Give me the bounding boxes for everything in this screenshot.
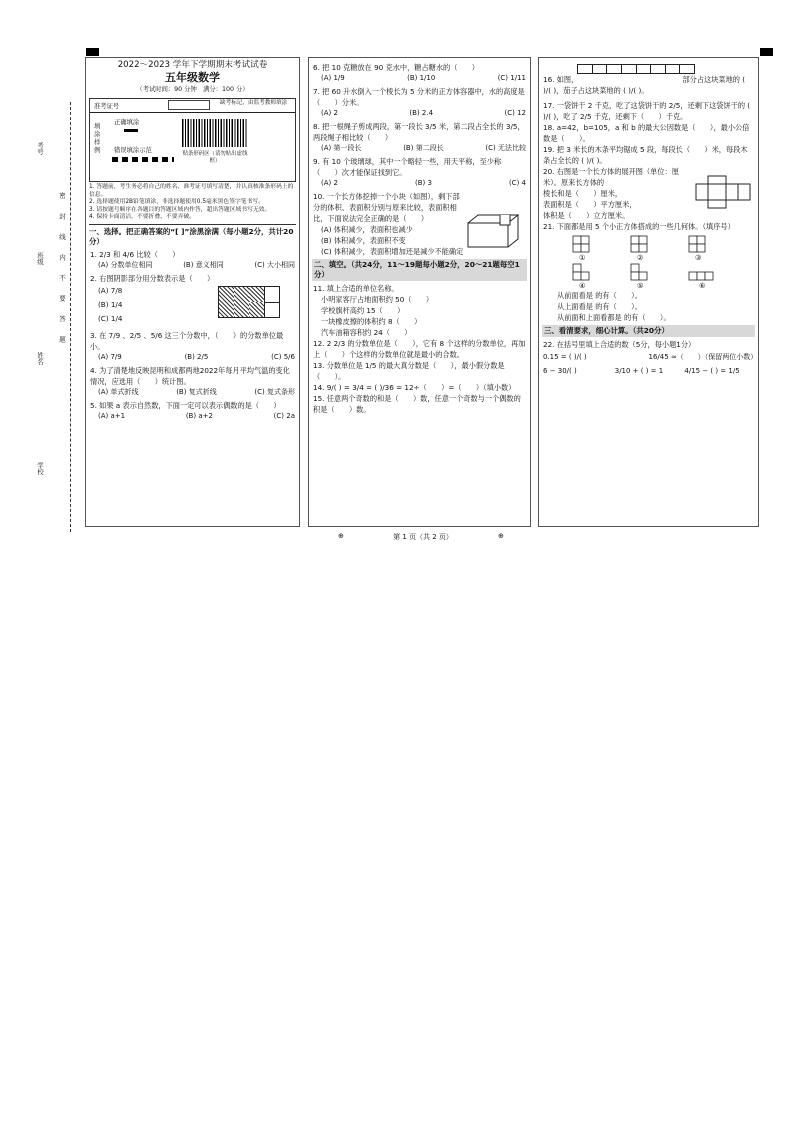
question-1-options	[98, 260, 295, 271]
option-b[interactable]: (B) a+2	[185, 411, 213, 420]
option-a[interactable]: (A) 7/8	[98, 285, 123, 295]
info-box	[89, 98, 296, 182]
note-1: 1. 答题前，考生务必将自己的姓名、准考证号填写清楚，并认真核准条形码上的信息。	[89, 184, 294, 198]
figure-number-4: ④	[579, 281, 586, 290]
column-2	[308, 57, 531, 527]
wrong-fill-sample	[112, 157, 174, 162]
note-4: 4. 保持卡面清洁，不要折叠、不要弄破。	[89, 214, 195, 221]
question-12: 12. 2 2/3 的分数单位是（ ），它有 8 个这样的分数单位，再加上（ ）个这样的分数单位就是最小的合数。	[313, 339, 526, 359]
note-2: 2. 选择题使用2B铅笔填涂，非选择题使用0.5毫米黑色签字笔书写。	[89, 199, 264, 206]
option-a[interactable]: (A) 单式折线	[98, 387, 139, 396]
figure-number-2: ②	[637, 253, 644, 262]
calc-item-3[interactable]: 6 − 30/( )	[543, 367, 577, 375]
figure-number-1: ①	[579, 253, 586, 262]
option-b[interactable]: (B) 1/4	[98, 299, 123, 309]
option-a[interactable]: (A) 第一段长	[321, 144, 362, 152]
question-7-options	[321, 108, 526, 119]
exam-id-label: 准考证号	[94, 103, 120, 110]
column-1	[85, 57, 300, 527]
binding-label-class: 班级	[36, 252, 44, 265]
barcode-label: 贴条形码区（请勿贴出虚线框）	[182, 151, 248, 164]
option-c[interactable]: (C) 复式条形	[254, 387, 295, 396]
absent-label: 缺考标记，由监考教师填涂	[220, 100, 288, 106]
option-a[interactable]: (A) 7/9	[98, 352, 122, 361]
question-3-options	[98, 352, 295, 363]
option-a[interactable]: (A) 2	[321, 179, 338, 187]
registration-marker-right	[760, 48, 773, 56]
barcode	[182, 119, 248, 147]
cuboid-net-figure	[694, 174, 752, 210]
question-1: 1. 2/3 和 4/6 比较（ ）	[90, 249, 180, 259]
section-3-heading: 三、看清要求，细心计算。（共20分）	[542, 325, 755, 337]
option-a[interactable]: (A) 分数单位相同	[98, 260, 153, 269]
binding-dash-line	[70, 102, 71, 532]
option-c[interactable]: (C) 1/11	[497, 74, 526, 82]
question-4: 4. 为了清楚地反映昆明和成都两地2022年每月平均气温的变化情况，应选用（ ）统计图。	[90, 365, 290, 386]
column-3	[538, 57, 759, 527]
option-c[interactable]: (C) 5/6	[271, 352, 295, 361]
question-5-options	[98, 411, 295, 422]
question-18: 18. a=42，b=105，a 和 b 的最大公因数是（ ），最小公倍数是（ ）。	[543, 123, 750, 143]
note-3: 3. 请按题号顺序在各题目的答题区域内作答，超出答题区域书写无效。	[89, 206, 271, 213]
question-21: 21. 下面都是用 5 个小正方体搭成的一些几何体。（填序号）	[543, 222, 735, 231]
exam-meta: （考试时间：90 分钟 满分：100 分）	[136, 86, 249, 93]
question-8-options	[321, 143, 526, 154]
option-c[interactable]: (C) 体积减少，表面积增加还是减少不能确定	[321, 247, 464, 256]
fill-label: 填涂样例	[94, 123, 101, 154]
question-14: 14. 9/( ) = 3/4 = ( )/36 = 12÷（ ）=（ ）（填小数）	[313, 383, 516, 392]
option-a[interactable]: (A) a+1	[98, 411, 126, 420]
question-10: 10. 一个长方体挖掉一个小块（如图），剩下部分的体积、表面积分别与原来比较，表面积相比，下面说法完全正确的是（ ）	[313, 192, 460, 223]
cube-figures	[543, 232, 754, 290]
option-c[interactable]: (C) 无法比较	[485, 144, 526, 152]
option-b[interactable]: (B) 体积减少，表面积不变	[321, 236, 406, 245]
calc-item-2[interactable]: 16/45 ≈（ ）（保留两位小数）	[648, 353, 758, 361]
option-b[interactable]: (B) 2.4	[409, 109, 434, 117]
calc-item-4[interactable]: 3/10 + ( ) = 1	[614, 367, 664, 375]
question-13: 13. 分数单位是 1/5 的最大真分数是（ ），最小假分数是（ ）。	[313, 361, 505, 381]
question-3: 3. 在 7/9 、2/5 、5/6 这三个分数中，（ ）的分数单位最小。	[90, 330, 284, 351]
binding-label-exam-id: 考号	[36, 142, 44, 155]
option-c[interactable]: (C) 1/4	[98, 313, 123, 323]
option-a[interactable]: (A) 体积减少，表面积也减少	[321, 225, 413, 234]
option-b[interactable]: (B) 1/10	[407, 74, 436, 82]
question-9-options	[321, 178, 526, 189]
question-6-options	[321, 73, 526, 84]
section-2-heading: 二、填空。（共24分，11～19题每小题2分，20～21题每空1分）	[312, 259, 527, 281]
wrong-fill-label: 错误填涂示范	[114, 147, 152, 154]
question-20: 20. 右图是一个长方体的展开图（单位：厘米）。原来长方体的 棱长和是（ ）厘米， 表面积是（ ）平方厘米， 体积是（ ）立方厘米。	[543, 167, 679, 220]
exam-subject: 五年级数学	[165, 71, 220, 84]
question-4-options	[98, 387, 295, 398]
binding-label-name: 姓名	[36, 352, 44, 365]
calc-item-1[interactable]: 0.15 = ( )/( )	[543, 353, 587, 361]
exam-title: 2022～2023 学年下学期期末考试试卷	[117, 60, 268, 70]
question-5: 5. 如果 a 表示自然数，下面一定可以表示偶数的是（ ）	[90, 400, 281, 410]
question-7: 7. 把 60 升水倒入一个棱长为 5 分米的正方体容器中，水的高度是（ ）分米。	[313, 87, 525, 107]
figure-number-6: ⑥	[699, 281, 706, 290]
vegetable-plot-bar	[577, 64, 695, 74]
option-b[interactable]: (B) 2/5	[184, 352, 209, 361]
option-a[interactable]: (A) 1/9	[321, 74, 345, 82]
calc-items	[543, 350, 758, 378]
option-b[interactable]: (B) 3	[414, 179, 432, 187]
exam-sheet	[36, 44, 778, 550]
exam-notes	[89, 184, 296, 225]
option-c[interactable]: (C) 大小相同	[254, 260, 295, 269]
figure-number-5: ⑤	[637, 281, 644, 290]
option-b[interactable]: (B) 复式折线	[176, 387, 217, 396]
registration-marker-left	[86, 48, 99, 56]
question-17: 17. 一袋饼干 2 千克，吃了这袋饼干的 2/5，还剩下这袋饼干的 ( )/( )，吃了 2/5 千克，还剩下（ ）千克。	[543, 101, 751, 121]
view-front: 从前面看是 的有（ ）。	[557, 291, 642, 300]
option-c[interactable]: (C) 12	[504, 109, 526, 117]
binding-label-school: 学校	[36, 462, 44, 475]
option-c[interactable]: (C) 2a	[273, 411, 295, 420]
question-16: 16. 如图， 部分占这块菜地的 ( )/( )，茄子占这块菜地的 ( )/( )。	[543, 75, 746, 95]
figure-number-3: ③	[695, 253, 702, 262]
question-19: 19. 把 3 米长的木条平均锯成 5 段，每段长（ ）米，每段木条占全长的 ( )/( )。	[543, 145, 748, 165]
cuboid-cutout-figure	[464, 211, 524, 249]
binding-warning: 密 封 线 内 不 要 答 题	[58, 192, 66, 349]
correct-fill-sample	[124, 129, 138, 132]
question-6: 6. 把 10 克糖放在 90 克水中，糖占糖水的（ ）	[313, 63, 479, 72]
question-22: 22. 在括号里填上合适的数（5分，每小题1分）	[543, 340, 696, 349]
view-top: 从上面看是 的有（ ）。	[557, 302, 642, 311]
binding-strip	[34, 102, 74, 532]
page-number: 第 1 页（共 2 页）	[393, 533, 453, 541]
calc-item-5[interactable]: 4/15 − ( ) = 1/5	[684, 367, 740, 375]
question-8: 8. 把一根绳子剪成两段，第一段长 3/5 米，第二段占全长的 3/5，两段绳子相比较（ ）	[313, 122, 525, 142]
registration-cross-left: ⊕	[338, 532, 344, 540]
registration-cross-right: ⊕	[498, 532, 504, 540]
option-a[interactable]: (A) 2	[321, 109, 338, 117]
option-c[interactable]: (C) 4	[508, 179, 526, 187]
view-front-and-top: 从前面和上面看都是 的有（ ）。	[557, 313, 671, 322]
question-2: 2. 右图阴影部分用分数表示是（ ）	[90, 273, 215, 283]
question-9: 9. 有 10 个玻璃球，其中一个略轻一些，用天平称，至少称（ ）次才能保证找到它。	[313, 157, 502, 177]
option-b[interactable]: (B) 第二段长	[403, 144, 444, 152]
shaded-fraction-figure	[218, 286, 280, 318]
option-b[interactable]: (B) 意义相同	[183, 260, 224, 269]
section-1-heading: 一、选择。把正确答案的“[ ]”涂黑涂满（每小题2分，共计20分）	[89, 226, 294, 246]
question-11: 11. 填上合适的单位名称。 小明家客厅占地面积约 50（ ） 学校旗杆高约 15（ ） 一块橡皮擦的体积约 8（ ） 汽车油箱容积约 24（ ）	[313, 284, 434, 337]
question-15: 15. 任意两个奇数的和是（ ）数，任意一个奇数与一个偶数的积是（ ）数。	[313, 394, 521, 414]
exam-id-field[interactable]	[168, 100, 210, 110]
correct-fill-label: 正确填涂	[114, 119, 140, 126]
